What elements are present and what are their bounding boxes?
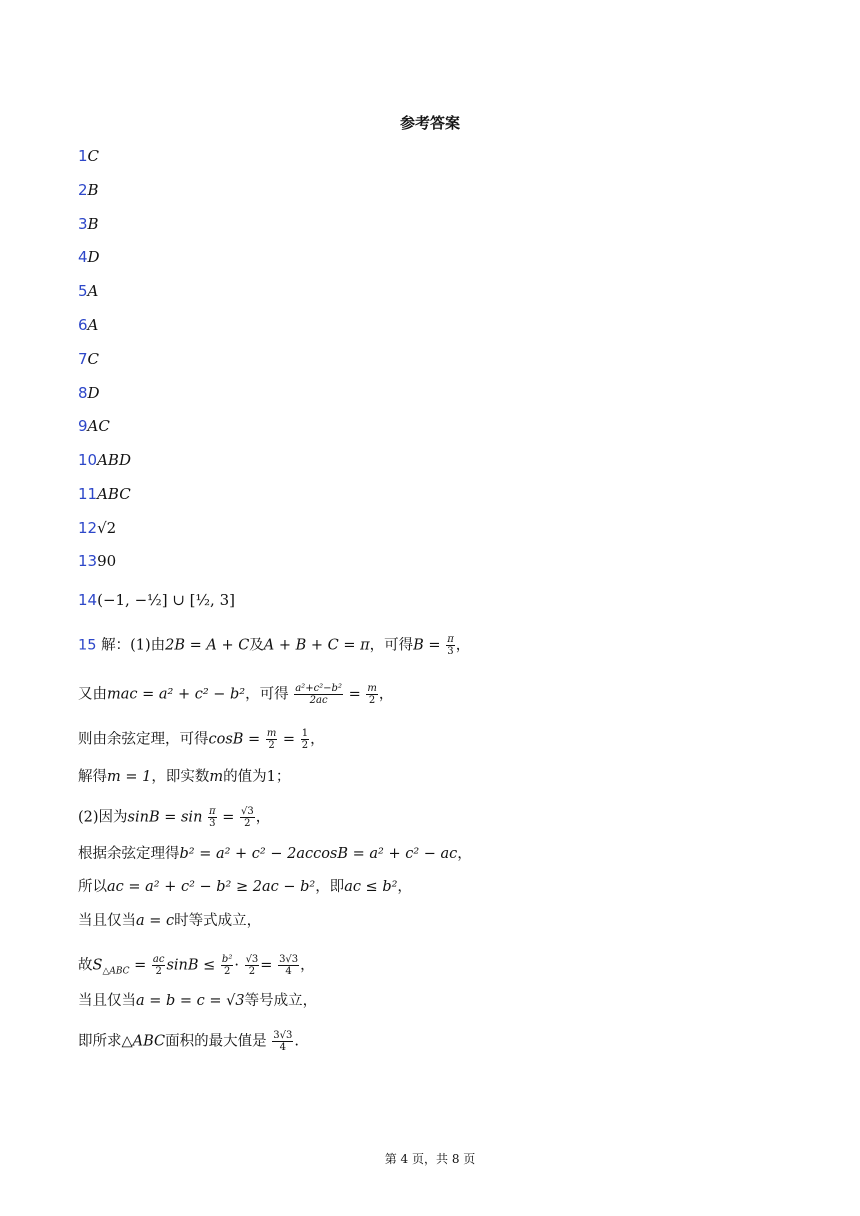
fraction: $\frac{√3}{2}$ xyxy=(240,806,254,829)
answer-item: 6A xyxy=(78,316,99,334)
answer-item: 4D xyxy=(78,248,100,266)
answer-item: 10ABD xyxy=(78,451,131,469)
solution-line-5: (2)因为sinB = sin $\frac{\pi}{3}$ = $\frac{√3}{2}$ ， xyxy=(78,806,271,829)
fraction: $\frac{3√3}{4}$ xyxy=(273,1030,293,1053)
solution-line-4: 解得m = 1，即实数m的值为1； xyxy=(78,769,291,785)
fraction: $\frac{\text{b²}}{2}$ xyxy=(221,954,233,977)
fraction: $\frac{\text{a²+c²−b²}}{2ac}$ xyxy=(295,683,342,706)
answer-item: 11ABC xyxy=(78,485,131,503)
solution-line-8: 当且仅当a = c时等式成立， xyxy=(78,913,262,929)
solution-line-10: 当且仅当a = b = c = √3等号成立， xyxy=(78,993,318,1009)
answer-item: 2B xyxy=(78,181,99,199)
page-title: 参考答案 xyxy=(399,114,460,132)
solution-line-1: 15 解：(1)由2B = A + C及A + B + C = π，可得B = $\frac{\pi}{3}$ ， xyxy=(78,634,471,657)
answer-item: 1390 xyxy=(78,552,117,570)
solution-line-6: 根据余弦定理得b² = a² + c² − 2accosB = a² + c² − ac， xyxy=(78,846,472,862)
fraction: $\frac{\pi}{3}$ xyxy=(447,634,454,657)
answer-item: 14(−1, −½] ∪ [½, 3] xyxy=(78,591,235,609)
fraction: $\frac{√3}{2}$ xyxy=(245,954,259,977)
page-footer: 第 4 页，共 8 页 xyxy=(384,1152,476,1166)
answer-item: 9AC xyxy=(78,417,110,435)
fraction: $\frac{1}{2}$ xyxy=(301,728,309,751)
answer-item: 5A xyxy=(78,282,99,300)
solution-line-3: 则由余弦定理，可得cosB = $\frac{m}{2}$ = $\frac{1}{2}$ ， xyxy=(78,728,325,751)
solution-line-7: 所以ac = a² + c² − b² ≥ 2ac − b²，即ac ≤ b²， xyxy=(78,879,412,895)
fraction: $\frac{ac}{2}$ xyxy=(152,954,165,977)
solution-line-11: 即所求△ABC面积的最大值是 $\frac{3√3}{4}$ . xyxy=(78,1030,299,1053)
solution-line-9: 故$S_{\triangle ABC}$ = $\frac{ac}{2}$ sinB ≤ $\frac{\text{b²}}{2}$ · $\frac{√3}{2}$ = $\frac{3√3}{4}$ ， xyxy=(78,954,315,977)
answer-item: 1C xyxy=(78,147,100,165)
solution-line-2: 又由mac = a² + c² − b²，可得 $\frac{\text{a²+c²−b²}}{2ac}$ = $\frac{m}{2}$ ， xyxy=(78,683,394,706)
fraction: $\frac{\pi}{3}$ xyxy=(209,806,216,829)
fraction: $\frac{3√3}{4}$ xyxy=(279,954,299,977)
answer-item: 7C xyxy=(78,350,100,368)
fraction: $\frac{m}{2}$ xyxy=(367,683,377,706)
answer-item: 3B xyxy=(78,215,99,233)
fraction: $\frac{m}{2}$ xyxy=(266,728,277,751)
answer-item: 12√2 xyxy=(78,519,117,537)
answer-item: 8D xyxy=(78,384,100,402)
